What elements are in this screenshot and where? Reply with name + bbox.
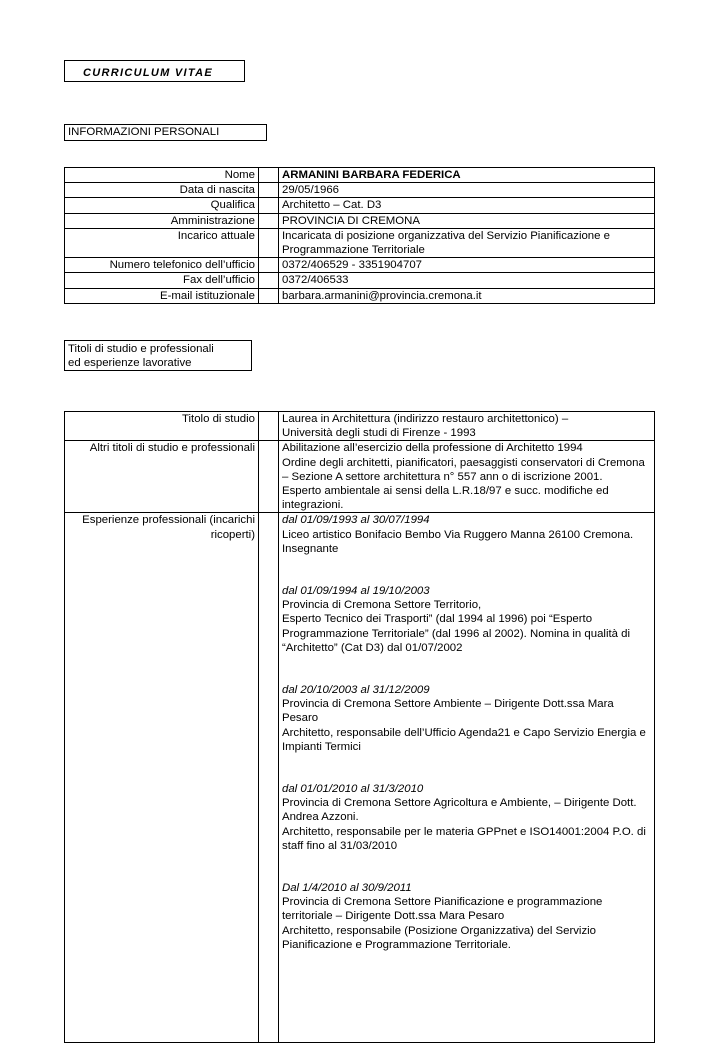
altri-item: Esperto ambientale ai sensi della L.R.18/97 e succ. modifiche ed integrazioni.	[282, 485, 609, 512]
table-row	[65, 183, 655, 198]
table-row	[65, 228, 655, 257]
experience-line: Provincia di Cremona Settore Agricoltura e Ambiente, – Dirigente Dott. Andrea Azzoni.	[282, 797, 637, 824]
field-value-esperienze	[279, 513, 655, 1043]
field-label-amministrazione: Amministrazione	[65, 213, 259, 228]
experience-entry	[282, 513, 651, 556]
titolo-line: Università degli studi di Firenze - 1993	[282, 427, 476, 440]
field-value-telefono: 0372/406529 - 3351904707	[279, 258, 655, 273]
experience-line: Architetto, responsabile dell’Ufficio Agenda21 e Capo Servizio Energia e Impianti Termici	[282, 726, 646, 753]
table-row	[65, 288, 655, 303]
experience-line: Architetto, responsabile per le materia GPPnet e ISO14001:2004 P.O. di staff fino al 31/03/2010	[282, 825, 646, 852]
studies-heading-line1: Titoli di studio e professionali	[68, 343, 214, 355]
table-row	[65, 441, 655, 513]
altri-item: Ordine degli architetti, pianificatori, paesaggisti conservatori di Cremona – Sezione A settore architettura n° 557 ann o di iscrizione 2001.	[282, 456, 645, 483]
table-row	[65, 513, 655, 1043]
experience-period: dal 01/09/1993 al 30/07/1994	[282, 514, 430, 527]
experience-period: dal 20/10/2003 al 31/12/2009	[282, 684, 430, 697]
studies-table	[64, 411, 655, 1043]
experience-line: Provincia di Cremona Settore Ambiente – Dirigente Dott.ssa Mara Pesaro	[282, 698, 614, 725]
table-row	[65, 168, 655, 183]
table-row	[65, 198, 655, 213]
field-label-altri-titoli: Altri titoli di studio e professionali	[65, 441, 259, 513]
personal-info-table	[64, 167, 655, 304]
field-label-data-nascita: Data di nascita	[65, 183, 259, 198]
studies-heading-line2: ed esperienze lavorative	[68, 357, 192, 369]
experience-line: Architetto, responsabile (Posizione Organizzativa) del Servizio Pianificazione e Programmazione Territoriale.	[282, 924, 597, 951]
table-row	[65, 273, 655, 288]
studies-heading	[64, 340, 252, 371]
field-label-telefono: Numero telefonico dell’ufficio	[65, 258, 259, 273]
field-label-qualifica: Qualifica	[65, 198, 259, 213]
table-row	[65, 213, 655, 228]
experience-line: Insegnante	[282, 542, 339, 555]
experience-period: dal 01/01/2010 al 31/3/2010	[282, 783, 424, 796]
field-label-esperienze: Esperienze professionali (incarichi ricoperti)	[65, 513, 259, 1043]
field-label-fax: Fax dell’ufficio	[65, 273, 259, 288]
experience-period: dal 01/09/1994 al 19/10/2003	[282, 585, 430, 598]
field-label-titolo: Titolo di studio	[65, 412, 259, 441]
field-label-incarico: Incarico attuale	[65, 228, 259, 257]
field-value-email: barbara.armanini@provincia.cremona.it	[279, 288, 655, 303]
field-value-qualifica: Architetto – Cat. D3	[279, 198, 655, 213]
experience-entry	[282, 584, 651, 655]
field-value-amministrazione: PROVINCIA DI CREMONA	[279, 213, 655, 228]
field-value-fax: 0372/406533	[279, 273, 655, 288]
experience-line: Liceo artistico Bonifacio Bembo Via Ruggero Manna 26100 Cremona.	[282, 528, 634, 541]
experience-period: Dal 1/4/2010 al 30/9/2011	[282, 882, 412, 895]
cv-title: CURRICULUM VITAE	[64, 60, 245, 82]
field-label-nome: Nome	[65, 168, 259, 183]
personal-info-heading: INFORMAZIONI PERSONALI	[64, 124, 267, 141]
experience-line: Provincia di Cremona Settore Pianificazione e programmazione territoriale – Dirigente Dott.ssa Mara Pesaro	[282, 896, 603, 923]
table-row	[65, 412, 655, 441]
field-value-incarico: Incaricata di posizione organizzativa del Servizio Pianificazione e Programmazione Territoriale	[279, 228, 655, 257]
experience-entry	[282, 881, 651, 952]
altri-item: Abilitazione all’esercizio della professione di Architetto 1994	[282, 442, 583, 455]
experience-entry	[282, 683, 651, 754]
experience-entry	[282, 782, 651, 853]
titolo-line: Laurea in Architettura (indirizzo restauro architettonico) –	[282, 413, 569, 425]
field-value-titolo	[279, 412, 655, 441]
field-value-data-nascita: 29/05/1966	[279, 183, 655, 198]
table-row	[65, 258, 655, 273]
experience-line: Esperto Tecnico dei Trasporti” (dal 1994 al 1996) poi “Esperto Programmazione Territoriale” (dal 1996 al 2002). Nomina in qualità di “Architetto” (Cat D3) dal 01/07/2002	[282, 613, 631, 654]
field-value-altri-titoli	[279, 441, 655, 513]
field-value-nome: ARMANINI BARBARA FEDERICA	[279, 168, 655, 183]
experience-line: Provincia di Cremona Settore Territorio,	[282, 599, 482, 612]
field-label-email: E-mail istituzionale	[65, 288, 259, 303]
